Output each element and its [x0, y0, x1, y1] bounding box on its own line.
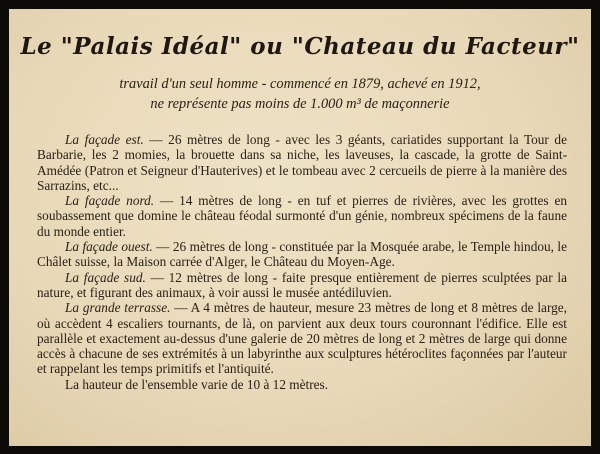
paragraph-text: — 26 mètres de long - avec les 3 géants, cariatides supportant la Tour de Barbarie, les 2 momies, la brouette dans sa niche, les laveuses, la cascade, la grotte de Saint-Amédée (Patron et Seigneur d'Hauterives) et le tombeau avec 2 cercueils de pierre à la manière des Sarrazins, etc... [37, 132, 567, 193]
paragraph-facade-est [37, 132, 567, 193]
paragraph-text: — 12 mètres de long - faite presque entièrement de pierres sculptées par la nature, et figurant des animaux, à voir aussi le musée antédiluvien. [37, 269, 567, 300]
subtitle-line-2: ne représente pas moins de 1.000 m³ de maçonnerie [150, 96, 450, 112]
paragraph-facade-nord [37, 193, 567, 239]
document-body [37, 132, 567, 392]
paragraph-facade-ouest [37, 239, 567, 270]
document-title: Le "Palais Idéal" ou "Chateau du Facteur" [20, 33, 580, 60]
subtitle-line-1: travail d'un seul homme - commencé en 1879, achevé en 1912, [119, 76, 481, 92]
paragraph-heading: La façade nord. [65, 193, 155, 209]
paragraph-heading: La façade sud. [65, 269, 146, 285]
paragraph-heading: La grande terrasse. [65, 300, 171, 316]
paragraph-text: — A 4 mètres de hauteur, mesure 23 mètres de long et 8 mètres de large, où accèdent 4 escaliers tournants, de là, on parvient aux deux tours couronnant l'édifice. Elle est parallèle et exactement au-dessus d'une galerie de 20 mètres de long et 2 mètres de large qui donne accès à chacune de ses extrémités à un labyrinthe aux sculptures hétéroclites façonnées par l'auteur et rappelant les temps primitifs et l'antiquité. [37, 300, 568, 377]
paragraph-facade-sud [37, 270, 567, 301]
paragraph-text: — 14 mètres de long - en tuf et pierres de rivières, avec les grottes en soubassement que domine le château féodal surmonté d'un génie, nombreux spécimens de la faune du monde entier. [37, 193, 568, 239]
paragraph-hauteur [37, 377, 567, 392]
paragraph-text: — 26 mètres de long - constituée par la Mosquée arabe, le Temple hindou, le Châlet suisse, la Maison carrée d'Alger, le Château du Moyen-Age. [37, 239, 567, 270]
paragraph-heading: La façade ouest. [65, 239, 153, 255]
paragraph-heading: La façade est. [65, 132, 144, 147]
document-subtitle [9, 74, 591, 114]
document-page [9, 9, 591, 446]
paragraph-text: La hauteur de l'ensemble varie de 10 à 12 mètres. [65, 376, 329, 392]
paragraph-grande-terrasse [37, 300, 567, 376]
